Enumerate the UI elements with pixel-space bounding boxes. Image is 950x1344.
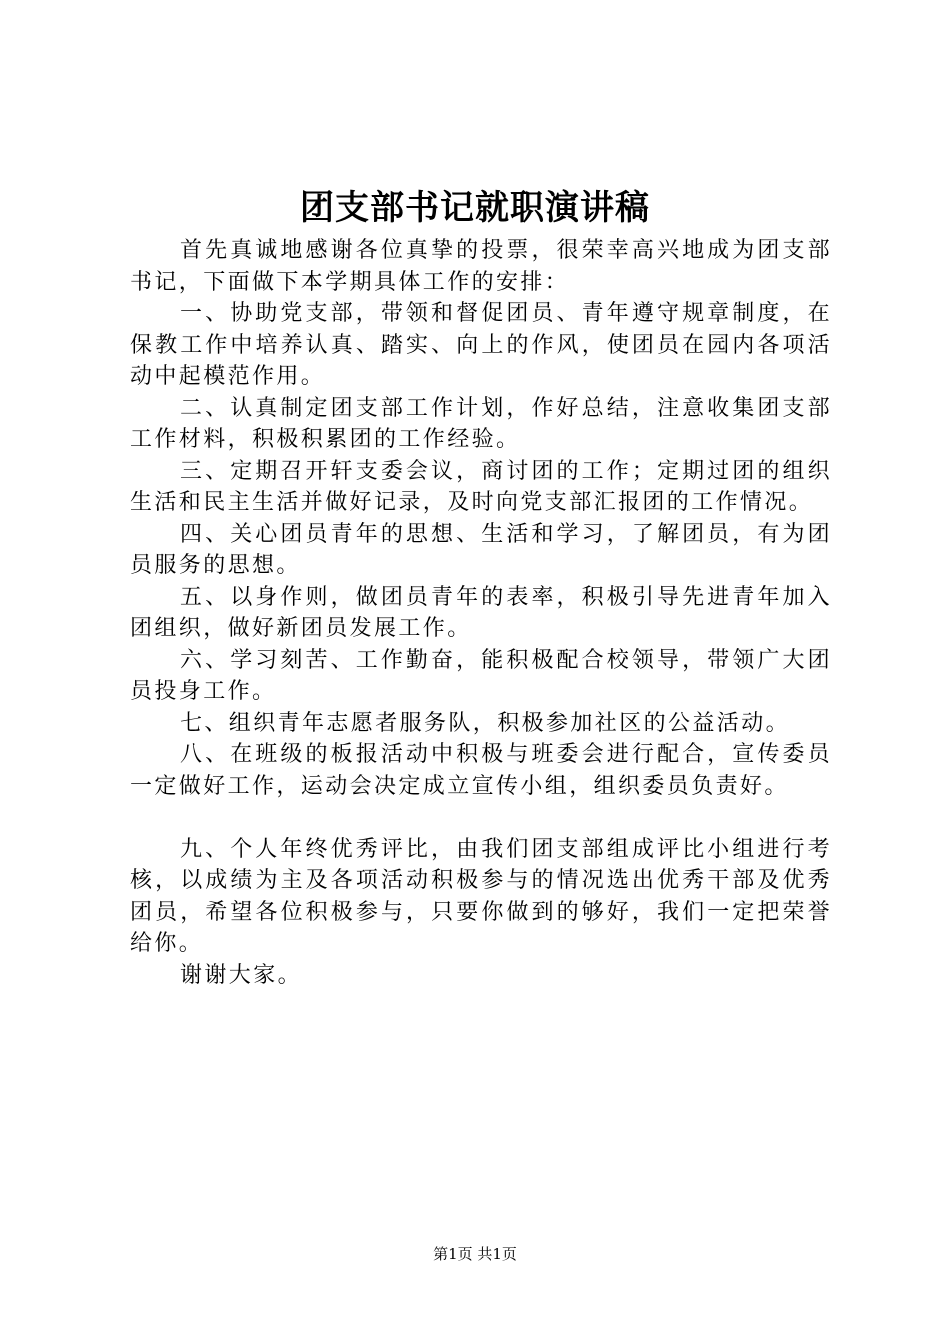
page-footer: 第1页 共1页: [433, 1245, 517, 1263]
document-title: 团支部书记就职演讲稿: [300, 188, 650, 228]
paragraph-item-9: 九、个人年终优秀评比，由我们团支部组成评比小组进行考核，以成绩为主及各项活动积极参与的情况选出优秀干部及优秀团员，希望各位积极参与，只要你做到的够好，我们一定把荣誉给你。: [130, 836, 832, 956]
paragraph-closing: 谢谢大家。: [180, 962, 303, 988]
paragraph-item-7: 七、组织青年志愿者服务队，积极参加社区的公益活动。: [180, 710, 791, 736]
paragraph-item-1: 一、协助党支部，带领和督促团员、青年遵守规章制度，在保教工作中培养认真、踏实、向上的作风，使团员在园内各项活动中起模范作用。: [130, 301, 832, 389]
paragraph-item-5: 五、以身作则，做团员青年的表率，积极引导先进青年加入团组织，做好新团员发展工作。: [130, 584, 832, 641]
blank-line: [130, 802, 832, 834]
paragraph-item-2: 二、认真制定团支部工作计划，作好总结，注意收集团支部工作材料，积极积累团的工作经验。: [130, 395, 832, 452]
paragraph-intro: 首先真诚地感谢各位真挚的投票，很荣幸高兴地成为团支部书记，下面做下本学期具体工作的安排：: [130, 238, 832, 295]
document-body: [130, 235, 832, 991]
paragraph-item-8: 八、在班级的板报活动中积极与班委会进行配合，宣传委员一定做好工作，运动会决定成立宣传小组，组织委员负责好。: [130, 742, 832, 799]
paragraph-item-6: 六、学习刻苦、工作勤奋，能积极配合校领导，带领广大团员投身工作。: [130, 647, 832, 704]
paragraph-item-3: 三、定期召开轩支委会议，商讨团的工作；定期过团的组织生活和民主生活并做好记录，及时向党支部汇报团的工作情况。: [130, 458, 832, 515]
paragraph-item-4: 四、关心团员青年的思想、生活和学习，了解团员，有为团员服务的思想。: [130, 521, 832, 578]
